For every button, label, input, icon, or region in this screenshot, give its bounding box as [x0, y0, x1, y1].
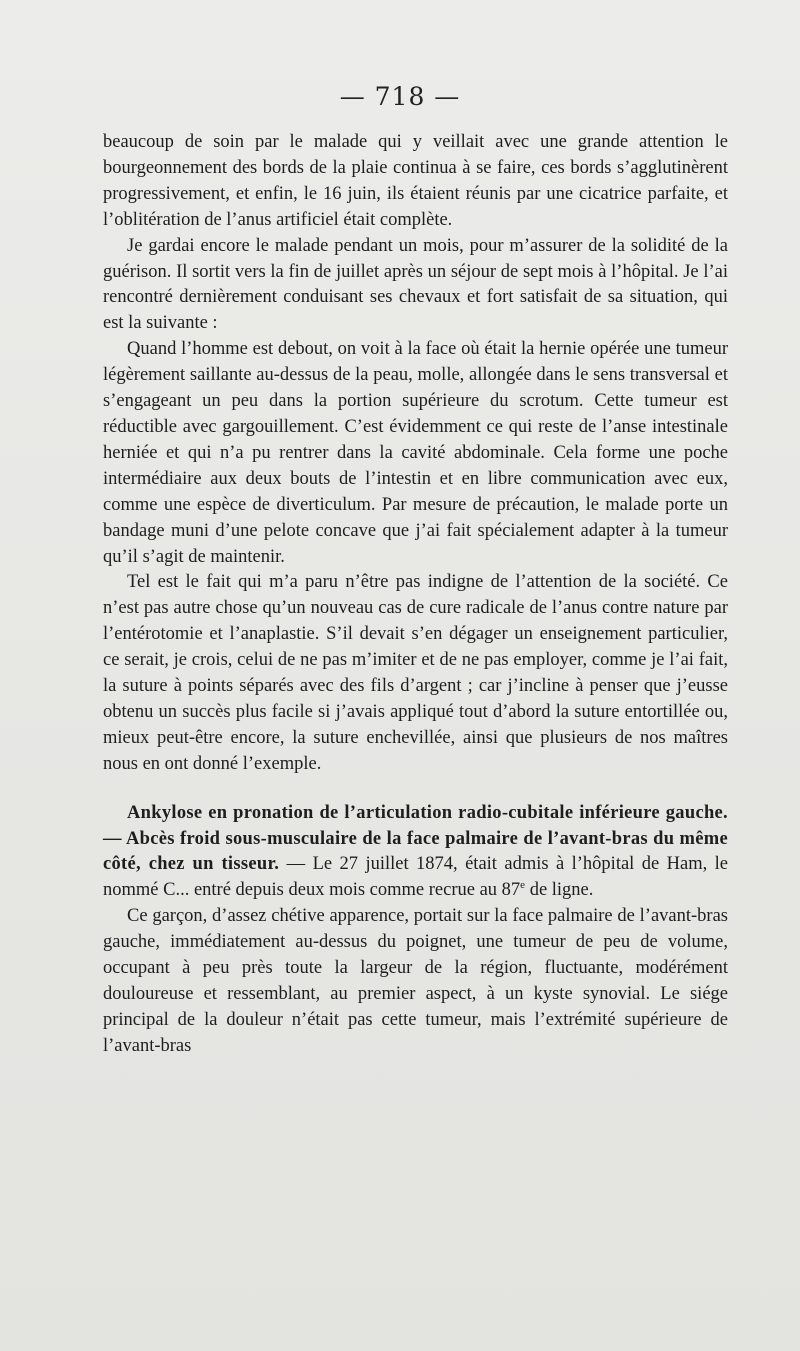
paragraph-recovery: Je gardai encore le malade pendant un mois, pour m’assurer de la solidité de la guérison. Il sortit vers la fin de juillet après un séjour de sept mois à l’hôpital. Je l’ai rencontré dernièrement conduisant ses chevaux et fort satisfait de sa situation, qui est la suivante :: [103, 235, 728, 334]
section-heading: Ankylose en pronation de l’articulation radio-cubitale inférieure gauche. — Abcès froid sous-musculaire de la face palmaire de l’avant-bras du même côté, chez un tisseur.: [103, 802, 728, 875]
paragraph-conclusion: Tel est le fait qui m’a paru n’être pas indigne de l’attention de la société. Ce n’est pas autre chose qu’un nouveau cas de cure radicale de l’anus contre nature par l’entérotomie et l’anaplastie. S’il devait s’en dégager un enseignement particulier, ce serait, je crois, celui de ne pas m’imiter et de ne pas employer, comme je l’ai fait, la suture à points séparés avec des fils d’argent ; car j’incline à penser que j’eusse obtenu un succès plus facile si j’avais appliqué tout d’abord la suture entortillée ou, mieux peut-être encore, la suture enchevillée, ainsi que plusieurs de nos maîtres nous en ont donné l’exemple.: [103, 572, 728, 774]
section-intro-end: de ligne.: [525, 880, 594, 901]
section-intro: [103, 801, 728, 905]
section-gap: [103, 778, 728, 801]
body-text: [103, 130, 728, 1060]
section-intro-text: — Le 27 juillet 1874, était admis à l’hôpital de Ham, le nommé C... entré depuis deux mois comme recrue au 87: [103, 854, 728, 901]
paragraph-continued: beaucoup de soin par le malade qui y veillait avec une grande attention le bourgeonnement des bords de la plaie continua à se faire, ces bords s’agglutinèrent progressivement, et enfin, le 16 juin, ils étaient réunis par une cicatrice parfaite, et l’oblitération de l’anus artificiel était complète.: [103, 132, 728, 230]
page-number: — 718 —: [339, 82, 461, 111]
section-intro-superscript: e: [520, 879, 526, 892]
paragraph-tumor-description: Quand l’homme est debout, on voit à la face où était la hernie opérée une tumeur légèrement saillante au-dessus de la peau, molle, allongée dans le sens transversal et s’engageant un peu dans la portion supérieure du scrotum. Cette tumeur est réductible avec gargouillement. C’est évidemment ce qui reste de l’anse intestinale herniée et qui n’a pu rentrer dans la cavité abdominale. Cela forme une poche intermédiaire aux deux bouts de l’intestin et en libre communication avec eux, comme une espèce de diverticulum. Par mesure de précaution, le malade porte un bandage muni d’une pelote concave que j’ai fait spécialement adapter à la tumeur qu’il s’agit de maintenir.: [103, 339, 728, 567]
paragraph-case-description: Ce garçon, d’assez chétive apparence, portait sur la face palmaire de l’avant-bras gauche, immédiatement au-dessus du poignet, une tumeur de peu de volume, occupant à peu près toute la largeur de la région, fluctuante, modérément douloureuse et ressemblant, au premier aspect, à un kyste synovial. Le siége principal de la douleur n’était pas cette tumeur, mais l’extrémité supérieure de l’avant-bras: [103, 906, 728, 1056]
